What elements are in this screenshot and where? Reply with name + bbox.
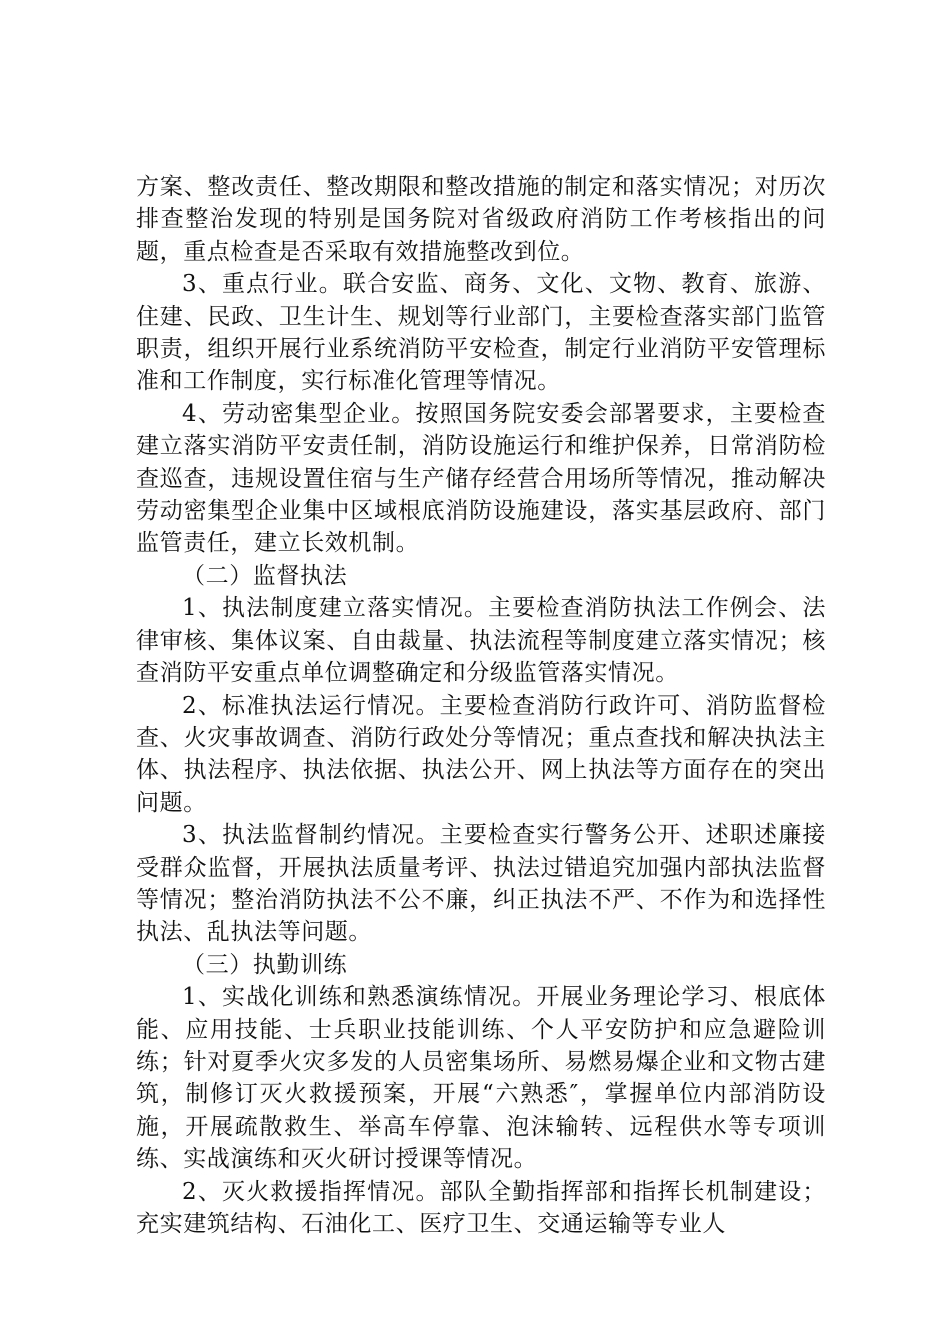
paragraph-combat-training: 1、实战化训练和熟悉演练情况。开展业务理论学习、根底体能、应用技能、士兵职业技能训练、个人平安防护和应急避险训练；针对夏季火灾多发的人员密集场所、易燃易爆企业和文物古建筑，制修订灭火救援预案，开展“六熟悉″，掌握单位内部消防设施，开展疏散救生、举高车停靠、泡沫输转、远程供水等专项训练、实战演练和灭火研讨授课等情况。 [136, 984, 826, 1173]
paragraph-standard-enforcement: 2、标准执法运行情况。主要检查消防行政许可、消防监督检查、火灾事故调查、消防行政处分等情况；重点查找和解决执法主体、执法程序、执法依据、执法公开、网上执法等方面存在的突出问题。 [136, 692, 826, 816]
paragraph-rescue-command: 2、灭火救援指挥情况。部队全勤指挥部和指挥长机制建设；充实建筑结构、石油化工、医疗卫生、交通运输等专业人 [136, 1178, 826, 1237]
paragraph-continuation: 方案、整改责任、整改期限和整改措施的制定和落实情况；对历次排查整治发现的特别是国务院对省级政府消防工作考核指出的问题，重点检查是否采取有效措施整改到位。 [136, 174, 826, 265]
paragraph-labor-intensive: 4、劳动密集型企业。按照国务院安委会部署要求，主要检查建立落实消防平安责任制，消防设施运行和维护保养，日常消防检查巡查，违规设置住宿与生产储存经营合用场所等情况，推动解决劳动密集型企业集中区域根底消防设施建设，落实基层政府、部门监管责任，建立长效机制。 [136, 400, 826, 557]
section-heading-training: （三）执勤训练 [182, 951, 348, 978]
document-body [136, 171, 826, 1240]
paragraph-key-industries: 3、重点行业。联合安监、商务、文化、文物、教育、旅游、住建、民政、卫生计生、规划等行业部门，主要检查落实部门监管职责，组织开展行业系统消防平安检查，制定行业消防平安管理标准和工作制度，实行标准化管理等情况。 [136, 271, 826, 395]
paragraph-enforcement-oversight: 3、执法监督制约情况。主要检查实行警务公开、述职述廉接受群众监督，开展执法质量考评、执法过错追究加强内部执法监督等情况；整治消防执法不公不廉，纠正执法不严、不作为和选择性执法、乱执法等问题。 [136, 822, 826, 946]
section-heading-supervision: （二）监督执法 [182, 562, 348, 589]
paragraph-law-enforcement-system: 1、执法制度建立落实情况。主要检查消防执法工作例会、法律审核、集体议案、自由裁量、执法流程等制度建立落实情况；核查消防平安重点单位调整确定和分级监管落实情况。 [136, 595, 826, 687]
